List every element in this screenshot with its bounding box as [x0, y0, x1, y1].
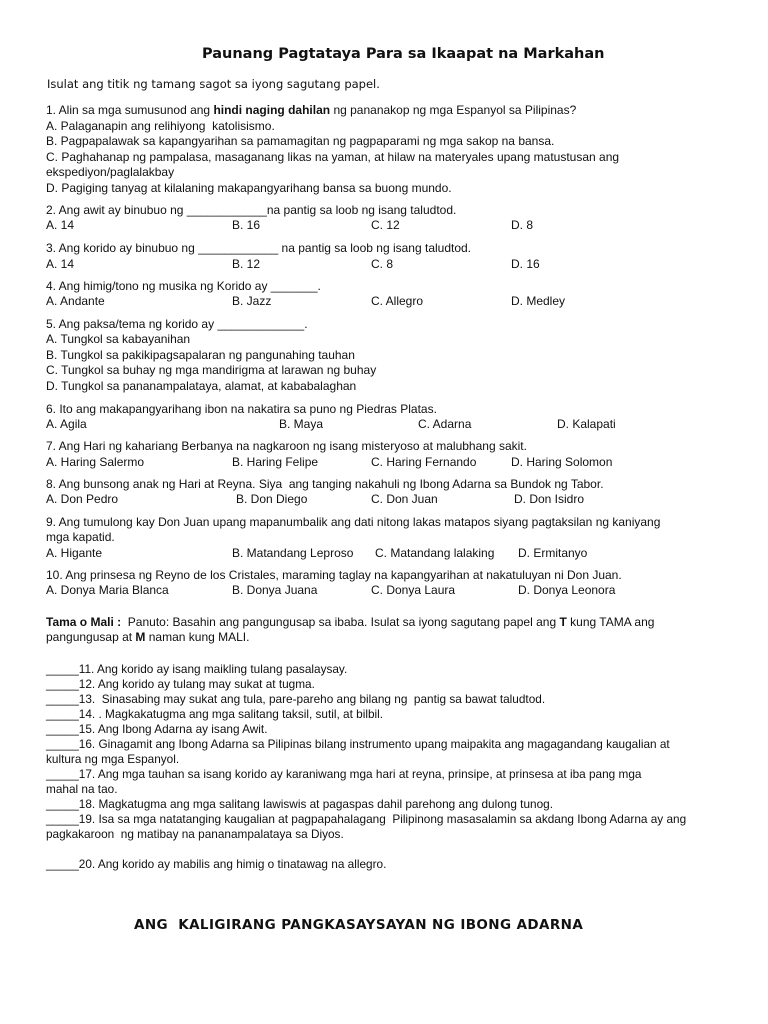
question-9-cont: mga kapatid.: [46, 530, 115, 544]
question-3: 3. Ang korido ay binubuo ng ____________ na pantig sa loob ng isang taludtod.: [46, 241, 472, 255]
choice-text: B. Tungkol sa pakikipagsapalaran ng pangunahing tauhan: [46, 348, 355, 362]
statement-20: _____20. Ang korido ay mabilis ang himig o tinatawag na allegro.: [46, 857, 387, 871]
choice-d: D. Kalapati: [557, 417, 616, 431]
statement-15: _____15. Ang Ibong Adarna ay isang Awit.: [46, 722, 268, 736]
choice-b: B. Haring Felipe: [232, 455, 319, 469]
question-1: 1. Alin sa mga sumusunod ang hindi naging dahilan ng pananakop ng mga Espanyol sa Pilipinas?: [46, 103, 577, 117]
statement-17-cont: mahal na tao.: [46, 782, 118, 796]
statement-19-cont: pagkakaroon ng matibay na pananampalataya sa Diyos.: [46, 827, 344, 841]
choice-d: D. 16: [511, 257, 540, 271]
choice-b: B. Matandang Leproso: [232, 546, 354, 560]
tama-mali-instruction: Tama o Mali : Panuto: Basahin ang pangungusap sa ibaba. Isulat sa iyong sagutang papel ang T kung TAMA ang: [46, 615, 655, 629]
choice-c: C. Adarna: [418, 417, 472, 431]
choice-b: B. Jazz: [232, 294, 272, 308]
instruction-text: Isulat ang titik ng tamang sagot sa iyong sagutang papel.: [47, 77, 380, 91]
choice-b: B. 16: [232, 218, 261, 232]
choice-text: C. Paghahanap ng pampalasa, masaganang likas na yaman, at hilaw na materyales upang matustusan ang: [46, 150, 620, 164]
choice-a: A. Higante: [46, 546, 103, 560]
statement-18: _____18. Magkatugma ang mga salitang lawiswis at pagaspas dahil parehong ang dulong tunog.: [46, 797, 553, 811]
choice-c: C. Donya Laura: [371, 583, 456, 597]
question-9: 9. Ang tumulong kay Don Juan upang mapanumbalik ang dati nitong lakas matapos siyang pagtaksilan ng kaniyang: [46, 515, 661, 529]
question-4: 4. Ang himig/tono ng musika ng Korido ay _______.: [46, 279, 321, 293]
choice-a: A. Donya Maria Blanca: [46, 583, 169, 597]
question-6: 6. Ito ang makapangyarihang ibon na nakatira sa puno ng Piedras Platas.: [46, 402, 437, 416]
choice-c: C. Haring Fernando: [371, 455, 477, 469]
choice-d: D. Medley: [511, 294, 566, 308]
statement-16: _____16. Ginagamit ang Ibong Adarna sa Pilipinas bilang instrumento upang maipakita ang magagandang kaugalian at: [46, 737, 670, 751]
statement-11: _____11. Ang korido ay isang maikling tulang pasalaysay.: [46, 662, 348, 676]
choice-a: A. Andante: [46, 294, 105, 308]
question-8: 8. Ang bunsong anak ng Hari at Reyna. Siya ang tanging nakahuli ng Ibong Adarna sa Bundok ng Tabor.: [46, 477, 604, 491]
choice-c: C. 12: [371, 218, 400, 232]
statement-17: _____17. Ang mga tauhan sa isang korido ay karaniwang mga hari at reyna, prinsipe, at prinsesa at iba pang mga: [46, 767, 642, 781]
choice-c: C. 8: [371, 257, 394, 271]
question-10: 10. Ang prinsesa ng Reyno de los Cristales, maraming taglay na kapangyarihan at nakatuluyan ni Don Juan.: [46, 568, 622, 582]
statement-13: _____13. Sinasabing may sukat ang tula, pare-pareho ang bilang ng pantig sa bawat taludtod.: [46, 692, 546, 706]
choice-d: D. Ermitanyo: [518, 546, 588, 560]
statement-14: _____14. . Magkakatugma ang mga salitang taksil, sutil, at bilbil.: [46, 707, 384, 721]
question-7: 7. Ang Hari ng kahariang Berbanya na nagkaroon ng isang misteryoso at malubhang sakit.: [46, 439, 527, 453]
question-2: 2. Ang awit ay binubuo ng ____________na pantig sa loob ng isang taludtod.: [46, 203, 457, 217]
choice-text: C. Tungkol sa buhay ng mga mandirigma at larawan ng buhay: [46, 363, 377, 377]
choice-c: C. Matandang lalaking: [375, 546, 495, 560]
choice-b: B. Maya: [279, 417, 324, 431]
choice-text: D. Pagiging tanyag at kilalaning makapangyarihang bansa sa buong mundo.: [46, 181, 452, 195]
choice-text: A. Tungkol sa kabayanihan: [46, 332, 191, 346]
question-5: 5. Ang paksa/tema ng korido ay _____________.: [46, 317, 308, 331]
page-title: Paunang Pagtataya Para sa Ikaapat na Markahan: [202, 46, 605, 62]
choice-c: C. Don Juan: [371, 492, 438, 506]
choice-c: C. Allegro: [371, 294, 424, 308]
choice-b: B. 12: [232, 257, 261, 271]
choice-text: B. Pagpapalawak sa kapangyarihan sa pamamagitan ng pagpaparami ng mga sakop na bansa.: [46, 134, 555, 148]
choice-b: B. Don Diego: [236, 492, 308, 506]
section-heading: ANG KALIGIRANG PANGKASAYSAYAN NG IBONG ADARNA: [134, 917, 584, 933]
choice-text: ekspediyon/paglalakbay: [46, 165, 175, 179]
tama-mali-instruction-cont: pangungusap at M naman kung MALI.: [46, 630, 250, 644]
choice-text: D. Tungkol sa pananampalataya, alamat, at kababalaghan: [46, 379, 357, 393]
choice-text: A. Palaganapin ang relihiyong katolisismo.: [46, 119, 275, 133]
statement-16-cont: kultura ng mga Espanyol.: [46, 752, 180, 766]
choice-d: D. Don Isidro: [514, 492, 585, 506]
choice-a: A. Haring Salermo: [46, 455, 145, 469]
statement-19: _____19. Isa sa mga natatanging kaugalian at pagpapahalagang Pilipinong masasalamin sa akdang Ibong Adarna ay ang: [46, 812, 687, 826]
choice-a: A. 14: [46, 218, 75, 232]
statement-12: _____12. Ang korido ay tulang may sukat at tugma.: [46, 677, 315, 691]
choice-d: D. Donya Leonora: [518, 583, 616, 597]
choice-a: A. Don Pedro: [46, 492, 119, 506]
choice-a: A. 14: [46, 257, 75, 271]
choice-d: D. Haring Solomon: [511, 455, 613, 469]
choice-d: D. 8: [511, 218, 534, 232]
choice-a: A. Agila: [46, 417, 87, 431]
choice-b: B. Donya Juana: [232, 583, 318, 597]
